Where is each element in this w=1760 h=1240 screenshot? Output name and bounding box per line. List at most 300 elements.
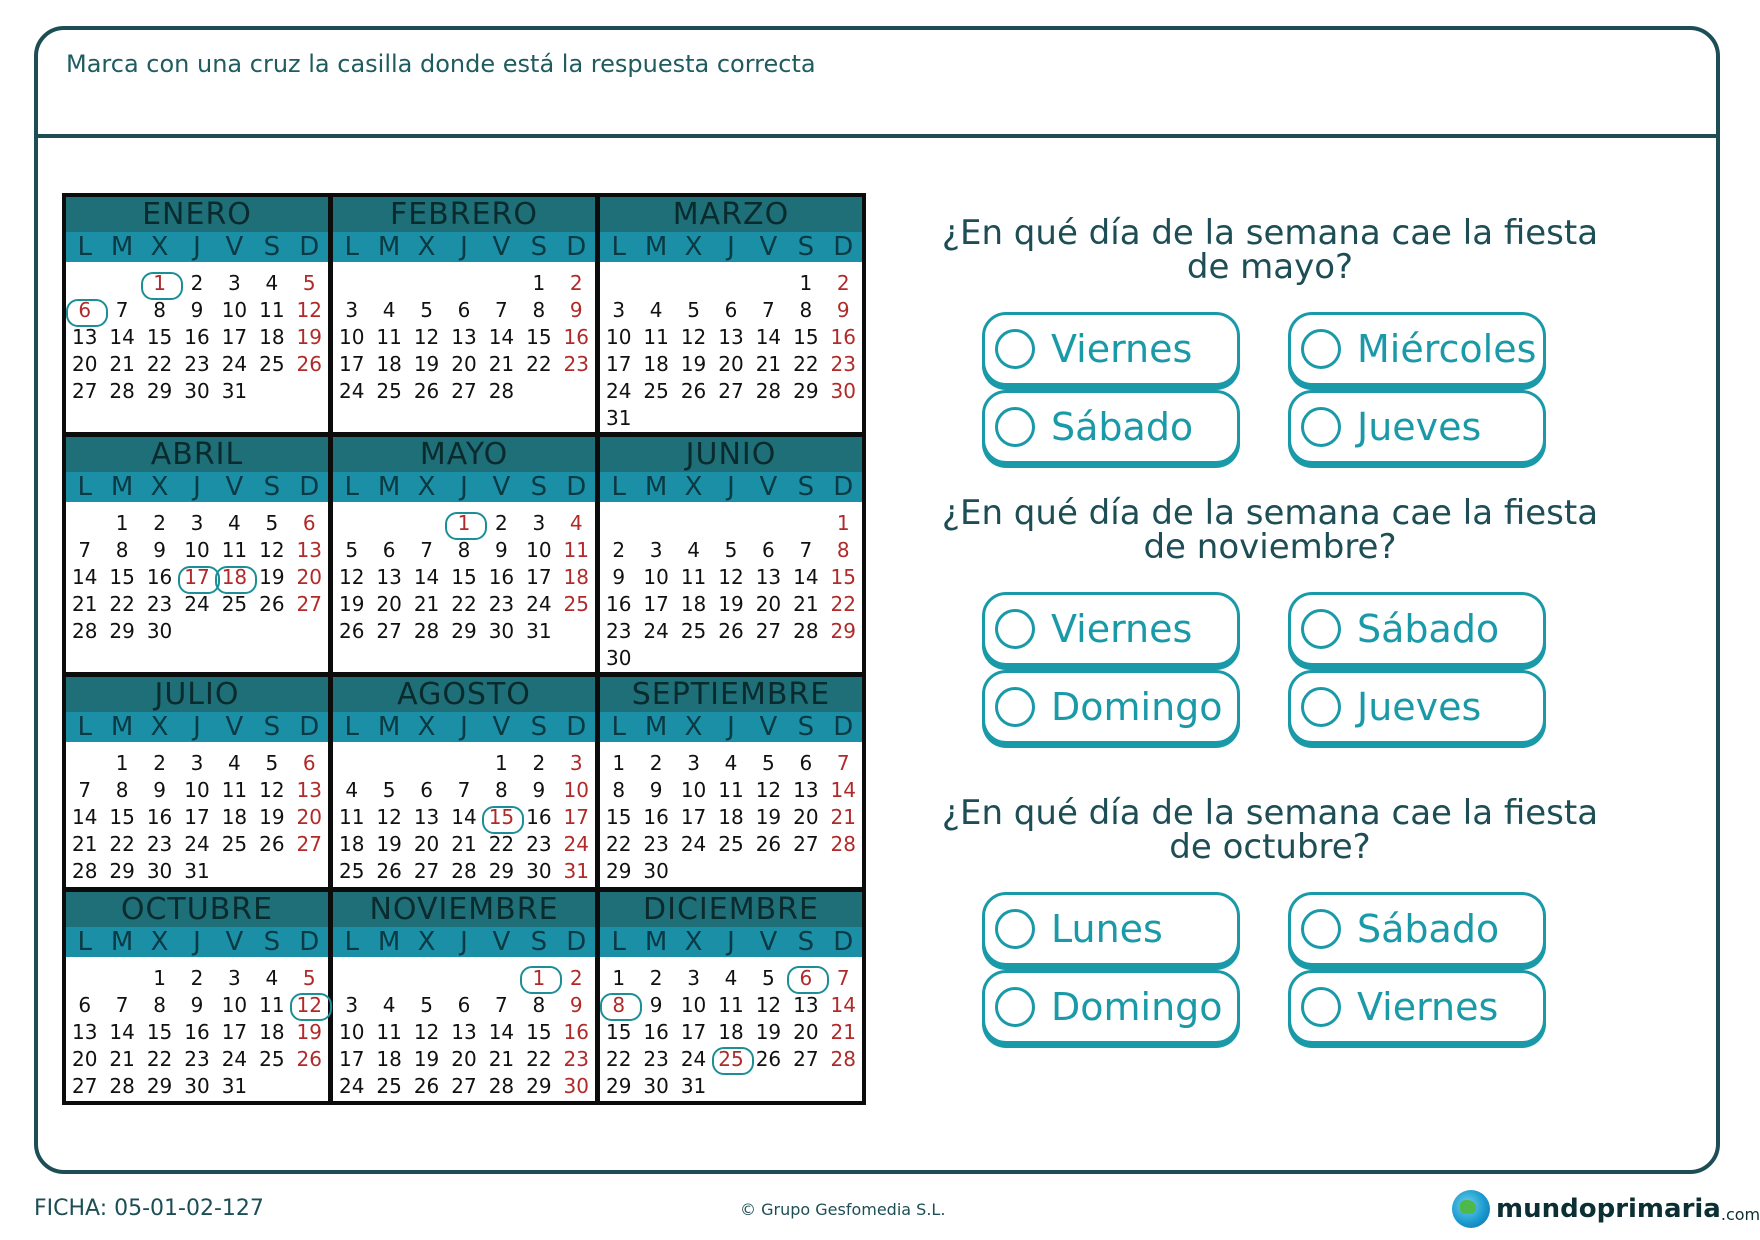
day-number: 14 <box>71 805 98 829</box>
day-number: 21 <box>488 1046 515 1071</box>
day-number: 13 <box>296 538 322 562</box>
answer-option[interactable] <box>982 592 1240 666</box>
answer-option[interactable] <box>982 892 1240 966</box>
day-number: 14 <box>488 1019 515 1044</box>
empty-cell <box>333 270 370 297</box>
day-number: 16 <box>488 565 515 589</box>
day-number: 22 <box>830 592 856 616</box>
weekday-label: V <box>225 232 244 262</box>
day-number: 20 <box>718 352 744 376</box>
day-number: 14 <box>830 992 856 1017</box>
weekday-label: V <box>492 926 511 957</box>
weekday-label: X <box>684 472 703 502</box>
day-number: 4 <box>265 271 279 295</box>
answer-label: Sábado <box>1357 607 1500 651</box>
brand-name: mundoprimaria <box>1496 1194 1721 1224</box>
weekday-label: X <box>150 926 169 957</box>
day-number: 27 <box>296 592 322 616</box>
day-number: 20 <box>71 1046 98 1071</box>
radio-circle-icon[interactable] <box>1301 909 1341 949</box>
day-number: 2 <box>495 511 508 535</box>
day-number: 21 <box>413 592 440 616</box>
day-number: 16 <box>184 325 210 349</box>
weekday-label: X <box>684 712 703 742</box>
question-1 <box>925 213 1615 287</box>
day-number: 15 <box>451 565 477 589</box>
weekday-label: X <box>150 232 169 262</box>
day-number: 12 <box>718 565 744 589</box>
answer-label: Sábado <box>1357 907 1500 951</box>
empty-cell <box>787 510 824 537</box>
day-number: 29 <box>146 379 173 403</box>
day-number: 14 <box>755 325 782 349</box>
empty-cell <box>103 965 140 992</box>
day-number: 24 <box>643 619 669 643</box>
weekday-label: J <box>727 232 735 262</box>
day-number: 12 <box>296 298 322 322</box>
radio-circle-icon[interactable] <box>995 609 1035 649</box>
day-number: 31 <box>605 406 632 430</box>
empty-cell <box>103 270 140 297</box>
day-number: 20 <box>376 592 402 616</box>
day-number: 28 <box>451 859 477 883</box>
weekday-header <box>333 927 595 957</box>
month-name: MARZO <box>600 197 862 232</box>
day-number: 10 <box>184 538 210 562</box>
answer-label: Jueves <box>1357 405 1482 449</box>
weekday-label: X <box>684 232 703 262</box>
empty-cell <box>750 510 787 537</box>
empty-cell <box>712 270 749 297</box>
day-number: 28 <box>71 859 98 883</box>
day-number: 20 <box>71 352 98 376</box>
day-number: 12 <box>680 325 707 349</box>
weekday-label: L <box>344 926 359 957</box>
day-number: 11 <box>259 298 285 322</box>
day-number: 19 <box>296 1019 322 1044</box>
day-grid <box>600 957 862 1102</box>
day-number: 31 <box>221 1073 248 1098</box>
day-number: 5 <box>345 538 359 562</box>
day-number: 7 <box>78 538 92 562</box>
day-number: 1 <box>612 751 626 775</box>
day-number: 3 <box>345 298 359 322</box>
day-number: 8 <box>115 778 129 802</box>
day-number: 21 <box>830 1019 856 1044</box>
day-number: 6 <box>382 538 396 562</box>
day-number: 19 <box>338 592 365 616</box>
day-number: 12 <box>376 805 402 829</box>
day-number: 3 <box>345 992 359 1017</box>
day-number: 16 <box>146 805 173 829</box>
day-number: 3 <box>612 298 626 322</box>
radio-circle-icon[interactable] <box>995 987 1035 1027</box>
day-number: 5 <box>265 751 279 775</box>
question-line: ¿En qué día de la semana cae la fiesta <box>941 213 1599 253</box>
day-number: 6 <box>457 298 471 322</box>
day-number: 2 <box>649 751 663 775</box>
day-number: 29 <box>830 619 856 643</box>
day-number: 24 <box>184 592 210 616</box>
day-number: 14 <box>793 565 819 589</box>
empty-cell <box>445 750 482 777</box>
weekday-label: J <box>727 926 735 957</box>
day-number: 8 <box>153 298 166 322</box>
day-number: 10 <box>680 778 707 802</box>
answer-option[interactable] <box>1288 892 1546 966</box>
day-number: 22 <box>451 592 477 616</box>
day-number: 6 <box>302 751 316 775</box>
empty-cell <box>445 270 482 297</box>
radio-circle-icon[interactable] <box>1301 609 1341 649</box>
day-number: 29 <box>488 859 515 883</box>
weekday-label: D <box>833 232 854 262</box>
day-grid <box>66 262 328 432</box>
weekday-label: D <box>299 926 320 957</box>
day-number: 21 <box>109 1046 135 1071</box>
answer-option[interactable] <box>1288 390 1546 464</box>
day-number: 12 <box>338 565 365 589</box>
day-number: 1 <box>495 751 508 775</box>
radio-circle-icon[interactable] <box>995 329 1035 369</box>
weekday-label: S <box>797 472 815 502</box>
day-number: 29 <box>451 619 477 643</box>
day-number: 4 <box>569 511 583 535</box>
day-number: 28 <box>755 379 782 403</box>
radio-circle-icon[interactable] <box>1301 987 1341 1027</box>
day-number: 19 <box>680 352 707 376</box>
day-number: 6 <box>762 538 775 562</box>
day-number: 26 <box>755 1046 782 1071</box>
day-number: 11 <box>718 992 744 1017</box>
day-number: 8 <box>495 778 508 802</box>
day-number: 23 <box>563 352 589 376</box>
empty-cell <box>675 510 712 537</box>
weekday-label: J <box>193 712 201 742</box>
day-number: 13 <box>71 325 98 349</box>
day-number: 14 <box>71 565 98 589</box>
day-number: 9 <box>153 538 166 562</box>
day-number: 13 <box>793 992 819 1017</box>
day-number: 26 <box>259 832 285 856</box>
day-number: 9 <box>649 778 663 802</box>
brand-logo[interactable] <box>1452 1190 1760 1228</box>
weekday-header <box>333 472 595 502</box>
radio-circle-icon[interactable] <box>1301 687 1341 727</box>
day-grid <box>66 957 328 1102</box>
day-number: 17 <box>184 805 210 829</box>
empty-cell <box>370 965 407 992</box>
day-number: 9 <box>569 298 583 322</box>
day-number: 22 <box>488 832 515 856</box>
weekday-label: J <box>460 926 468 957</box>
day-number: 22 <box>146 1046 173 1071</box>
day-number: 13 <box>793 778 819 802</box>
day-number: 14 <box>109 325 135 349</box>
month-marzo <box>600 197 862 432</box>
day-number: 21 <box>793 592 819 616</box>
day-number: 23 <box>605 619 632 643</box>
month-name: DICIEMBRE <box>600 892 862 927</box>
weekday-label: M <box>377 232 401 262</box>
day-number: 30 <box>643 1073 669 1098</box>
weekday-label: V <box>492 712 511 742</box>
empty-cell <box>637 510 674 537</box>
day-number: 20 <box>296 805 322 829</box>
empty-cell <box>408 750 445 777</box>
day-number: 14 <box>451 805 477 829</box>
answer-option[interactable] <box>1288 670 1546 744</box>
weekday-label: D <box>299 472 320 502</box>
day-number: 3 <box>190 751 204 775</box>
weekday-label: D <box>833 712 854 742</box>
empty-cell <box>66 750 103 777</box>
weekday-label: V <box>225 472 244 502</box>
radio-circle-icon[interactable] <box>995 687 1035 727</box>
day-number: 20 <box>296 565 322 589</box>
day-number: 22 <box>605 1046 632 1071</box>
day-number: 29 <box>526 1073 552 1098</box>
day-grid <box>333 262 595 432</box>
day-number: 9 <box>612 565 626 589</box>
day-number: 26 <box>376 859 402 883</box>
weekday-label: D <box>566 712 587 742</box>
weekday-label: J <box>460 712 468 742</box>
day-number: 27 <box>413 859 440 883</box>
answer-label: Domingo <box>1051 985 1223 1029</box>
day-number: 26 <box>413 379 440 403</box>
weekday-label: L <box>611 232 626 262</box>
weekday-label: D <box>566 926 587 957</box>
weekday-header <box>66 712 328 742</box>
empty-cell <box>370 510 407 537</box>
day-number: 15 <box>146 1019 173 1044</box>
weekday-label: D <box>299 712 320 742</box>
day-number: 25 <box>259 1046 285 1071</box>
day-number: 12 <box>413 1019 440 1044</box>
day-number: 25 <box>221 592 248 616</box>
holiday-day: 12 <box>291 992 328 1019</box>
weekday-label: X <box>417 926 436 957</box>
day-number: 10 <box>338 1019 365 1044</box>
day-number: 25 <box>259 352 285 376</box>
weekday-label: J <box>460 472 468 502</box>
weekday-label: S <box>263 472 281 502</box>
day-number: 30 <box>184 1073 210 1098</box>
day-number: 12 <box>413 325 440 349</box>
day-number: 11 <box>376 325 402 349</box>
radio-circle-icon[interactable] <box>1301 407 1341 447</box>
month-noviembre <box>333 892 595 1102</box>
brand-tld: .com <box>1720 1205 1760 1224</box>
weekday-label: D <box>833 472 854 502</box>
day-number: 5 <box>762 751 775 775</box>
day-number: 6 <box>799 751 813 775</box>
day-number: 22 <box>526 352 552 376</box>
month-name: MAYO <box>333 437 595 472</box>
day-number: 12 <box>755 992 782 1017</box>
day-number: 18 <box>376 352 402 376</box>
day-number: 4 <box>265 965 279 990</box>
day-number: 18 <box>643 352 669 376</box>
question-line: de octubre? <box>1169 827 1371 867</box>
radio-circle-icon[interactable] <box>1301 329 1341 369</box>
day-number: 18 <box>338 832 365 856</box>
month-name: ENERO <box>66 197 328 232</box>
day-number: 22 <box>526 1046 552 1071</box>
day-number: 18 <box>259 325 285 349</box>
holiday-day: 1 <box>141 270 178 297</box>
day-number: 10 <box>221 298 248 322</box>
empty-cell <box>370 750 407 777</box>
day-number: 21 <box>109 352 135 376</box>
day-number: 20 <box>793 1019 819 1044</box>
day-number: 4 <box>649 298 663 322</box>
day-number: 10 <box>605 325 632 349</box>
weekday-label: L <box>77 926 92 957</box>
day-number: 8 <box>612 778 626 802</box>
weekday-label: M <box>644 926 668 957</box>
day-number: 27 <box>451 379 477 403</box>
answer-option[interactable] <box>1288 970 1546 1044</box>
day-number: 31 <box>526 619 552 643</box>
weekday-label: D <box>566 472 587 502</box>
day-number: 3 <box>228 965 241 990</box>
day-number: 3 <box>228 271 241 295</box>
weekday-label: X <box>150 712 169 742</box>
answer-label: Jueves <box>1357 685 1482 729</box>
day-number: 18 <box>376 1046 402 1071</box>
day-number: 12 <box>755 778 782 802</box>
empty-cell <box>712 510 749 537</box>
day-number: 4 <box>382 992 396 1017</box>
day-number: 18 <box>718 1019 744 1044</box>
day-number: 20 <box>755 592 782 616</box>
month-junio <box>600 437 862 672</box>
weekday-label: S <box>530 926 548 957</box>
day-number: 4 <box>687 538 700 562</box>
day-number: 8 <box>836 538 850 562</box>
day-number: 8 <box>457 538 471 562</box>
day-number: 10 <box>221 992 248 1017</box>
month-name: SEPTIEMBRE <box>600 677 862 712</box>
day-number: 13 <box>451 325 477 349</box>
weekday-label: L <box>344 472 359 502</box>
day-number: 21 <box>755 352 782 376</box>
empty-cell <box>333 965 370 992</box>
holiday-day: 25 <box>712 1046 749 1073</box>
answer-option[interactable] <box>982 390 1240 464</box>
radio-circle-icon[interactable] <box>995 407 1035 447</box>
day-number: 10 <box>338 325 365 349</box>
day-number: 15 <box>526 325 552 349</box>
day-number: 24 <box>605 379 632 403</box>
day-number: 18 <box>259 1019 285 1044</box>
day-number: 27 <box>793 1046 819 1071</box>
day-number: 1 <box>799 271 813 295</box>
month-name: JUNIO <box>600 437 862 472</box>
answer-option[interactable] <box>1288 592 1546 666</box>
day-number: 24 <box>221 1046 248 1071</box>
day-grid <box>66 742 328 887</box>
answer-label: Domingo <box>1051 685 1223 729</box>
day-number: 2 <box>190 271 204 295</box>
weekday-header <box>600 472 862 502</box>
day-number: 26 <box>296 1046 322 1071</box>
day-number: 14 <box>109 1019 135 1044</box>
weekday-label: L <box>344 232 359 262</box>
month-abril <box>66 437 328 672</box>
day-number: 3 <box>569 751 583 775</box>
day-number: 7 <box>495 992 508 1017</box>
weekday-label: S <box>263 926 281 957</box>
day-number: 28 <box>71 619 98 643</box>
day-number: 25 <box>338 859 365 883</box>
day-number: 24 <box>221 352 248 376</box>
weekday-label: L <box>77 712 92 742</box>
weekday-label: V <box>759 232 778 262</box>
month-name: NOVIEMBRE <box>333 892 595 927</box>
empty-cell <box>483 270 520 297</box>
day-number: 1 <box>115 511 129 535</box>
day-number: 2 <box>612 538 626 562</box>
day-number: 27 <box>376 619 402 643</box>
day-number: 20 <box>793 805 819 829</box>
day-number: 7 <box>420 538 433 562</box>
day-number: 22 <box>793 352 819 376</box>
day-number: 26 <box>680 379 707 403</box>
weekday-label: J <box>193 232 201 262</box>
day-number: 25 <box>376 1073 402 1098</box>
answer-option[interactable] <box>982 670 1240 744</box>
day-number: 2 <box>569 271 583 295</box>
day-number: 29 <box>109 859 135 883</box>
holiday-day: 1 <box>520 965 557 992</box>
day-number: 17 <box>526 565 552 589</box>
answer-option[interactable] <box>1288 312 1546 386</box>
weekday-label: X <box>150 472 169 502</box>
day-number: 13 <box>413 805 440 829</box>
holiday-day: 8 <box>600 992 637 1019</box>
day-number: 27 <box>296 832 322 856</box>
answer-option[interactable] <box>982 312 1240 386</box>
day-number: 30 <box>146 859 173 883</box>
day-number: 24 <box>338 1073 365 1098</box>
day-number: 19 <box>259 565 285 589</box>
day-number: 25 <box>718 832 744 856</box>
day-number: 7 <box>457 778 471 802</box>
empty-cell <box>675 270 712 297</box>
day-number: 29 <box>793 379 819 403</box>
empty-cell <box>445 965 482 992</box>
day-number: 13 <box>71 1019 98 1044</box>
day-number: 30 <box>146 619 173 643</box>
question-3 <box>925 793 1615 867</box>
day-number: 8 <box>115 538 129 562</box>
day-number: 15 <box>526 1019 552 1044</box>
day-number: 3 <box>687 751 700 775</box>
day-number: 17 <box>605 352 632 376</box>
weekday-label: L <box>344 712 359 742</box>
answer-option[interactable] <box>982 970 1240 1044</box>
empty-cell <box>370 270 407 297</box>
radio-circle-icon[interactable] <box>995 909 1035 949</box>
day-number: 25 <box>643 379 669 403</box>
day-number: 24 <box>338 379 365 403</box>
weekday-label: M <box>644 472 668 502</box>
month-febrero <box>333 197 595 432</box>
weekday-header <box>66 232 328 262</box>
